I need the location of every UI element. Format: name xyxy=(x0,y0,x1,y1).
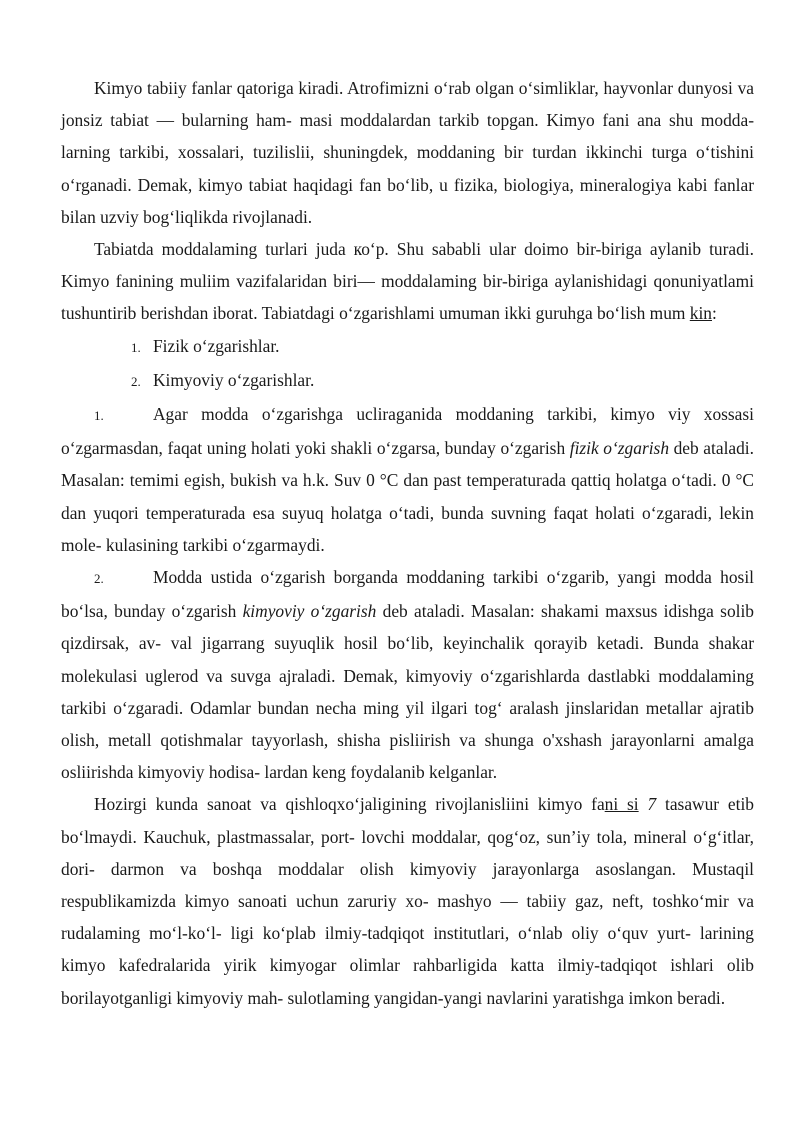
paragraph-number: 2. xyxy=(94,571,104,587)
list-item-number: 1. xyxy=(131,339,141,355)
paragraph-text: deb ataladi. Masalan: temimi egish, bukish va h.k. Suv 0 °C dan past temperaturada qattiq holatga o‘tadi. 0 °C dan yuqori temperaturada esa suyuq holatga o‘tadi, bunda suvning faqat holati o‘zgaradi, lekin mole- kulasining tarkibi o‘zgarmaydi. xyxy=(61,438,754,555)
underlined-word: kin xyxy=(689,303,712,324)
paragraph-transformations-text: Tabiatda moddalaming turlari juda ко‘p. Shu sababli ular doimo bir-biriga aylanib turadi. Kimyo fanining muliim vazifalaridan biri— moddalaming bir-biriga aylanishidagi qonuniyatlami tushuntirib berishdan iborat. Tabiatdagi o‘zgarishlami umuman ikki guruhga bo‘lish mum xyxy=(61,239,754,324)
underlined-word: ni si xyxy=(604,794,639,815)
italic-term: 7 xyxy=(647,794,657,815)
numbered-paragraph-chemical xyxy=(61,561,754,788)
paragraph-intro-text: Kimyo tabiiy fanlar qatoriga kiradi. Atrofimizni o‘rab olgan o‘simliklar, hayvonlar dunyosi va jonsiz tabiat — bularning ham- masi moddalardan tarkib topgan. Kimyo fani ana shu modda- larning tarkibi, xossalari, tuzilislii, shuningdek, moddaning bir turdan ikkinchi turga o‘tishini o‘rganadi. Demak, kimyo tabiat haqidagi fan bo‘lib, u fizika, biologiya, mineralogiya kabi fanlar bilan uzviy bog‘liqlikda rivojlanadi. xyxy=(61,78,754,227)
list-item-text: Kimyoviy o‘zgarishlar. xyxy=(153,369,315,390)
italic-term: fizik o‘zgarish xyxy=(569,438,670,459)
paragraph-text: Hozirgi kunda sanoat va qishloqxo‘jaligining rivojlanisliini kimyo fa xyxy=(94,794,605,815)
transformation-list xyxy=(61,330,754,398)
paragraph-transformations xyxy=(61,233,754,330)
paragraph-text: deb ataladi. Masalan: shakami maxsus idishga solib qizdirsak, av- val jigarrang suyuqlik hosil bo‘lib, keyinchalik qorayib ketadi. Bunda shakar molekulasi uglerod va suvga ajraladi. Demak, kimyoviy o‘zgarishlarda dastlabki moddalaming tarkibi o‘zgaradi. Odamlar bundan necha ming yil ilgari tog‘ aralash jinslaridan metallar ajratib olish, metall qotishmalar tayyorlash, shisha pisliirish va shunga o'xshash jarayonlarni amalga osliirishda kimyoviy hodisa- lardan keng foydalanib kelganlar. xyxy=(61,601,754,783)
document-page xyxy=(61,72,754,1014)
paragraph-text: Modda ustida o‘zgarish borganda moddaning tarkibi o‘zgarib, yangi modda hosil bo‘lsa, bunday o‘zgarish xyxy=(61,567,754,622)
paragraph-number: 1. xyxy=(94,408,104,424)
list-item xyxy=(61,364,754,398)
list-item-number: 2. xyxy=(131,373,141,389)
numbered-paragraph-physical xyxy=(61,398,754,561)
paragraph-transformations-end: : xyxy=(712,303,717,324)
list-item-text: Fizik o‘zgarishlar. xyxy=(153,335,280,356)
paragraph-intro xyxy=(61,72,754,233)
paragraph-text: Agar modda o‘zgarishga ucliraganida moddaning tarkibi, kimyo viy xossasi o‘zgarmasdan, faqat uning holati yoki shakli o‘zgarsa, bunday o‘zgarish xyxy=(61,404,754,459)
paragraph-industry xyxy=(61,788,754,1013)
italic-term: kimyoviy o‘zgarish xyxy=(242,601,377,622)
list-item xyxy=(61,330,754,364)
paragraph-text: tasawur etib bo‘lmaydi. Kauchuk, plastmassalar, port- lovchi moddalar, qog‘oz, sun’iy tola, mineral o‘g‘itlar, dori- darmon va boshqa moddalar olish kimyoviy jarayonlarga asoslangan. Mustaqil respublikamizda kimyo sanoati uchun zaruriy xo- mashyo — tabiiy gaz, neft, toshko‘mir va rudalaming mo‘l-ko‘l- ligi ko‘plab ilmiy-tadqiqot institutlari, o‘nlab oliy o‘quv yurt- larining kimyo kafedralarida yirik kimyogar olimlar rahbarligida katta ilmiy-tadqiqot ishlari olib borilayotganligi kimyoviy mah- sulotlaming yangidan-yangi navlarini yaratishga imkon beradi. xyxy=(61,794,754,1008)
